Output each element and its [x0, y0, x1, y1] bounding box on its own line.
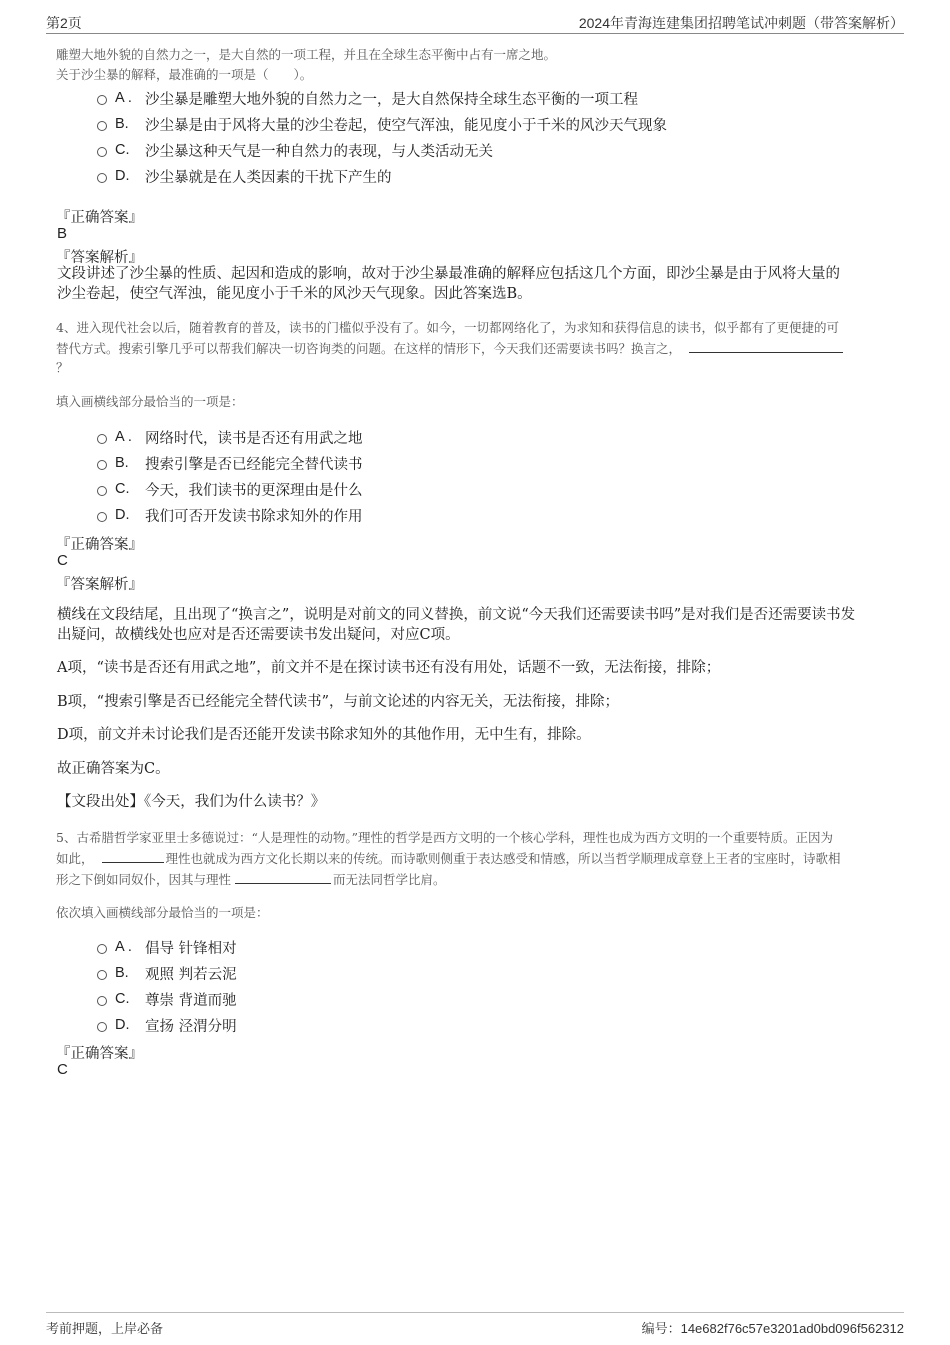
- radio-icon[interactable]: [97, 996, 107, 1006]
- option-text: 沙尘暴这种天气是一种自然力的表现，与人类活动无关: [145, 143, 493, 160]
- footer-slogan: 考前押题，上岸必备: [46, 1321, 164, 1336]
- radio-icon[interactable]: [97, 970, 107, 980]
- q4-option-a[interactable]: [97, 425, 363, 449]
- page-number: 第2页: [46, 15, 82, 31]
- option-letter: D.: [115, 168, 130, 184]
- option-text: 尊崇 背道而驰: [145, 992, 237, 1009]
- radio-icon[interactable]: [97, 460, 107, 470]
- option-letter: A .: [115, 939, 132, 955]
- q5-stem-text-c: 形之下倒如同奴仆，因其与理性: [56, 872, 232, 887]
- q4-analysis-p1-line2: 出疑问，故横线处也应对是否还需要读书发出疑问，对应C项。: [57, 627, 460, 643]
- option-letter: B.: [115, 116, 129, 132]
- option-text: 我们可否开发读书除求知外的作用: [145, 508, 363, 525]
- option-letter: A .: [115, 90, 132, 106]
- option-letter: A .: [115, 429, 132, 445]
- q5-stem-line1: 5、古希腊哲学家亚里士多德说过：“人是理性的动物。”理性的哲学是西方文明的一个核心学科，理性也成为西方文明的一个重要特质。正因为: [56, 830, 833, 845]
- q4-option-c[interactable]: [97, 477, 363, 501]
- q4-analysis-label: 『答案解析』: [56, 577, 143, 593]
- q4-option-d[interactable]: [97, 503, 363, 527]
- q5-option-d[interactable]: [97, 1013, 237, 1037]
- q4-analysis-b: B项，“搜索引擎是否已经能完全替代读书”，与前文论述的内容无关，无法衔接，排除；: [57, 694, 619, 710]
- q3-option-b[interactable]: [97, 112, 667, 136]
- radio-icon[interactable]: [97, 512, 107, 522]
- q5-blank-1: [102, 850, 164, 863]
- radio-icon[interactable]: [97, 434, 107, 444]
- q4-option-b[interactable]: [97, 451, 363, 475]
- q3-answer: B: [57, 225, 68, 242]
- q4-stem-line2: [56, 338, 843, 359]
- q4-prompt: 填入画横线部分最恰当的一项是：: [56, 394, 244, 409]
- document-code: 编号：14e682f76c57e3201ad0bd096f562312: [641, 1321, 904, 1336]
- q5-answer-label: 『正确答案』: [56, 1046, 143, 1062]
- q3-analysis-line2: 沙尘卷起，使空气浑浊，能见度小于千米的风沙天气现象。因此答案选B。: [57, 286, 532, 302]
- option-text: 沙尘暴就是在人类因素的干扰下产生的: [145, 169, 392, 186]
- option-letter: C.: [115, 142, 130, 158]
- q5-stem-text-b: 理性也就成为西方文化长期以来的传统。而诗歌则侧重于表达感受和情感，所以当哲学顺理成章登上王者的宝座时，诗歌相: [165, 851, 841, 866]
- q4-analysis-conclusion: 故正确答案为C。: [57, 761, 170, 777]
- option-letter: D.: [115, 1017, 130, 1033]
- q4-analysis-d: D项，前文并未讨论我们是否还能开发读书除求知外的其他作用，无中生有，排除。: [57, 727, 591, 743]
- option-text: 网络时代，读书是否还有用武之地: [145, 430, 363, 447]
- radio-icon[interactable]: [97, 147, 107, 157]
- option-text: 沙尘暴是由于风将大量的沙尘卷起，使空气浑浊，能见度小于千米的风沙天气现象: [145, 117, 667, 134]
- q3-option-c[interactable]: [97, 138, 493, 162]
- radio-icon[interactable]: [97, 486, 107, 496]
- q3-answer-label: 『正确答案』: [56, 210, 143, 226]
- option-letter: D.: [115, 507, 130, 523]
- option-text: 观照 判若云泥: [145, 966, 237, 983]
- radio-icon[interactable]: [97, 944, 107, 954]
- option-letter: B.: [115, 455, 129, 471]
- q5-option-b[interactable]: [97, 961, 237, 985]
- q5-option-a[interactable]: [97, 935, 237, 959]
- q5-option-c[interactable]: [97, 987, 237, 1011]
- q5-stem-line3: [56, 869, 446, 890]
- option-text: 沙尘暴是雕塑大地外貌的自然力之一，是大自然保持全球生态平衡的一项工程: [145, 91, 638, 108]
- q4-stem-line3: ？: [56, 360, 69, 375]
- option-text: 宣扬 泾渭分明: [145, 1018, 237, 1035]
- q3-stem-line1: 雕塑大地外貌的自然力之一，是大自然的一项工程，并且在全球生态平衡中占有一席之地。: [56, 47, 557, 62]
- option-text: 今天，我们读书的更深理由是什么: [145, 482, 363, 499]
- q3-analysis-line1: 文段讲述了沙尘暴的性质、起因和造成的影响，故对于沙尘暴最准确的解释应包括这几个方面，即沙尘暴是由于风将大量的: [57, 266, 840, 282]
- q4-analysis-a: A项，“读书是否还有用武之地”，前文并不是在探讨读书还有没有用处，话题不一致，无法衔接，排除；: [57, 660, 721, 676]
- option-text: 倡导 针锋相对: [145, 940, 237, 957]
- page-footer: [46, 1312, 904, 1337]
- q4-stem-text: 替代方式。搜索引擎几乎可以帮我们解决一切咨询类的问题。在这样的情形下，今天我们还需要读书吗？换言之，: [56, 341, 682, 356]
- q5-prompt: 依次填入画横线部分最恰当的一项是：: [56, 905, 269, 920]
- radio-icon[interactable]: [97, 95, 107, 105]
- document-title: 2024年青海连建集团招聘笔试冲刺题（带答案解析）: [578, 15, 904, 31]
- option-letter: C.: [115, 481, 130, 497]
- q5-stem-text-a: 如此，: [56, 851, 94, 866]
- radio-icon[interactable]: [97, 1022, 107, 1032]
- radio-icon[interactable]: [97, 121, 107, 131]
- q3-option-d[interactable]: [97, 164, 392, 188]
- q4-answer-label: 『正确答案』: [56, 537, 143, 553]
- q5-answer: C: [57, 1061, 68, 1078]
- page-header: [46, 13, 904, 34]
- q3-stem-line2: 关于沙尘暴的解释，最准确的一项是（ ）。: [56, 67, 313, 82]
- q4-blank: [689, 340, 843, 353]
- q5-stem-text-d: 而无法同哲学比肩。: [333, 872, 446, 887]
- q4-source: 【文段出处】《今天，我们为什么读书？》: [57, 794, 326, 810]
- option-letter: C.: [115, 991, 130, 1007]
- q5-blank-2: [235, 871, 331, 884]
- q4-stem-line1: 4、进入现代社会以后，随着教育的普及，读书的门槛似乎没有了。如今，一切都网络化了，为求知和获得信息的读书，似乎都有了更便捷的可: [56, 320, 839, 335]
- radio-icon[interactable]: [97, 173, 107, 183]
- q5-stem-line2: [56, 848, 841, 869]
- q4-answer: C: [57, 552, 68, 569]
- q3-analysis-label: 『答案解析』: [56, 250, 143, 266]
- q4-analysis-p1-line1: 横线在文段结尾，且出现了“换言之”，说明是对前文的同义替换，前文说“今天我们还需要读书吗”是对我们是否还需要读书发: [57, 607, 856, 623]
- option-text: 搜索引擎是否已经能完全替代读书: [145, 456, 363, 473]
- option-letter: B.: [115, 965, 129, 981]
- q3-option-a[interactable]: [97, 86, 638, 110]
